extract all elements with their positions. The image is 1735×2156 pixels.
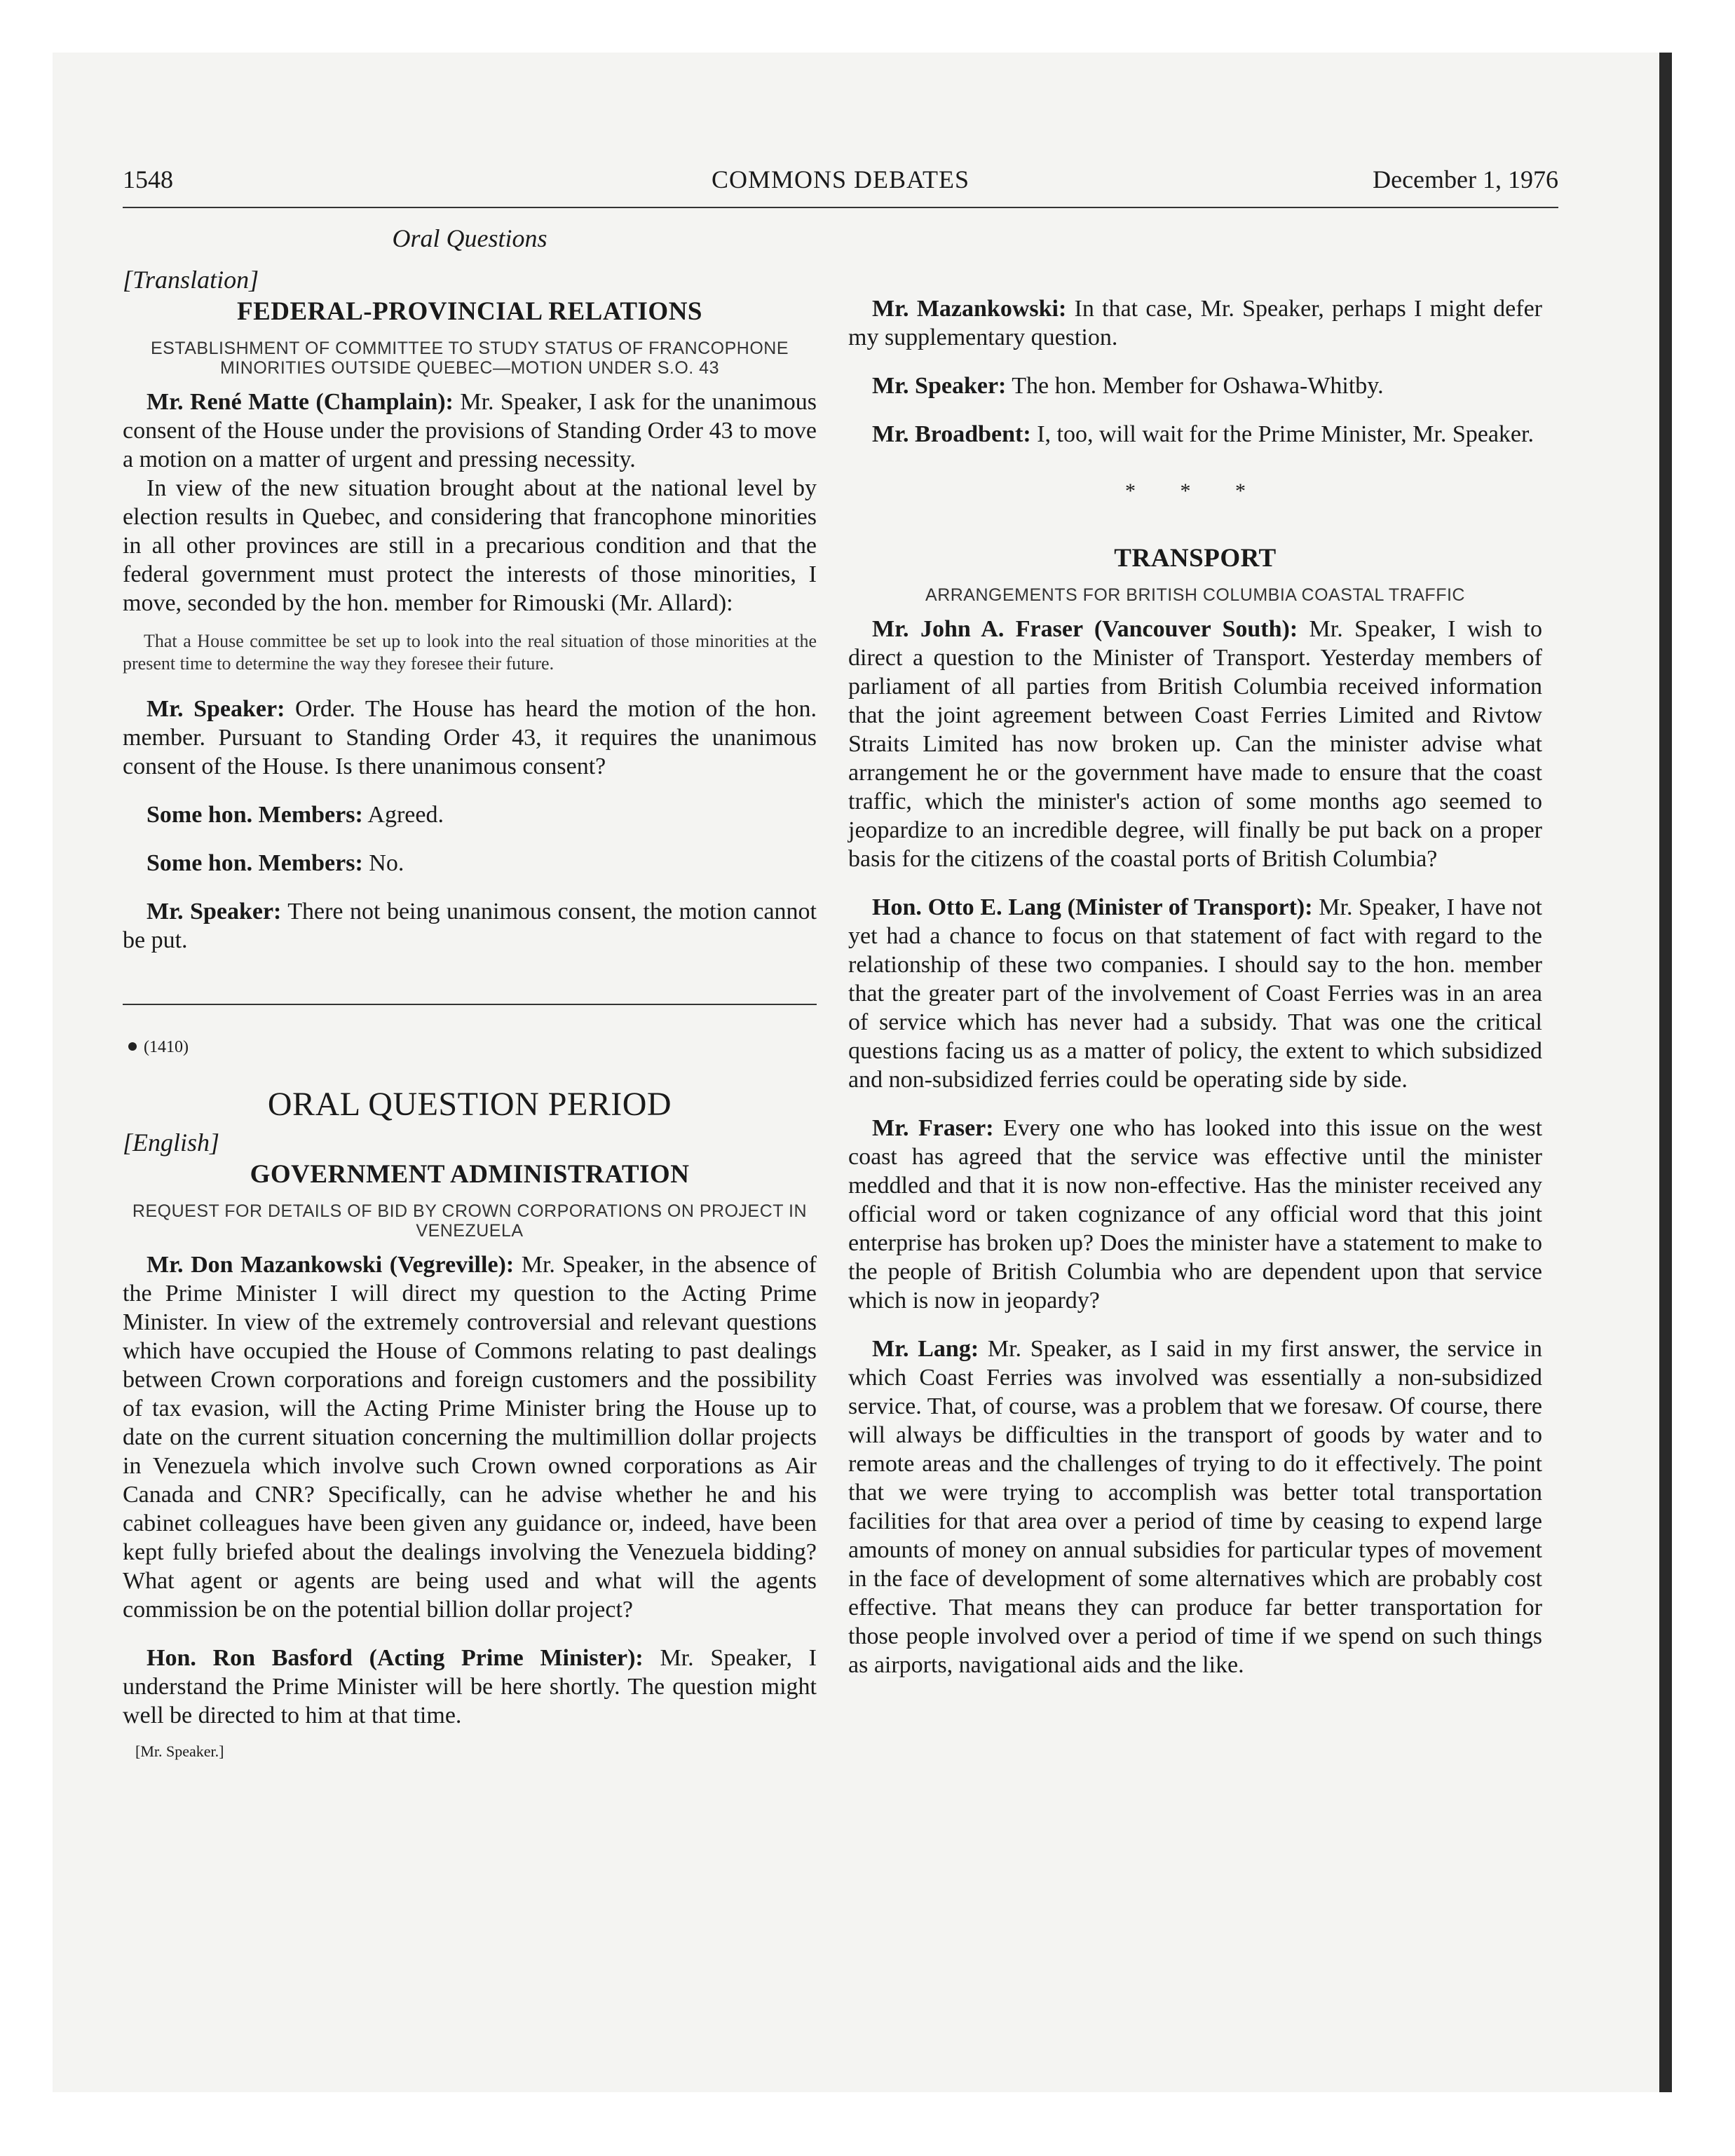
speaker-name: Mr. John A. Fraser (Vancouver South): (872, 616, 1298, 642)
speaker-name: Mr. Mazankowski: (872, 296, 1067, 322)
bullet-icon (128, 1042, 137, 1051)
speech-text: In that case, Mr. Speaker, perhaps I might defer my supplementary question. (848, 296, 1542, 350)
speech-paragraph-continued: In view of the new situation brought about at the national level by election results in Quebec, and considering that francophone minorities in all other provinces are still in a precarious condition and that the federal government must protect the interests of those minorities, I move, seconded by the hon. member for Rimouski (Mr. Allard): (123, 475, 817, 616)
section-title: FEDERAL-PROVINCIAL RELATIONS (237, 297, 702, 326)
speech-paragraph (123, 800, 817, 829)
section-subtitle: REQUEST FOR DETAILS OF BID BY CROWN CORPORATIONS ON PROJECT IN VENEZUELA (132, 1201, 808, 1241)
speaker-name: Mr. Don Mazankowski (Vegreville): (147, 1252, 515, 1278)
speaker-name: Mr. Fraser: (872, 1115, 994, 1141)
speech-paragraph (848, 615, 1542, 873)
speech-text: Mr. Speaker, I understand the Prime Minister will be here shortly. The question might well be directed to him at that time. (123, 1645, 817, 1728)
document-page (53, 53, 1672, 2092)
speech-paragraph (123, 1644, 817, 1730)
speaker-name: Mr. Broadbent: (872, 421, 1031, 447)
section-title: TRANSPORT (1114, 544, 1277, 573)
left-column (123, 224, 817, 1781)
timestamp (123, 1033, 817, 1062)
speaker-name: Mr. Speaker: (872, 373, 1007, 399)
major-heading: ORAL QUESTION PERIOD (267, 1086, 672, 1123)
right-column (848, 294, 1542, 1699)
speech-paragraph (123, 1250, 817, 1624)
page-number: 1548 (123, 165, 173, 193)
speech-text: There not being unanimous consent, the motion cannot be put. (123, 899, 817, 953)
speech-text: Mr. Speaker, I wish to direct a question to the Minister of Transport. Yesterday members of parliament of all parties from British Columbia received information that the joint agreement between Coast Ferries Limited and Rivtow Straits Limited has now broken up. Can the minister advise what arrangement he or the government have made to ensure that the coast traffic, which the minister's action of some months ago seemed to jeopardize to an incredible degree, will finally be put back on a proper basis for the citizens of the coastal ports of British Columbia? (848, 616, 1542, 872)
speech-paragraph (123, 849, 817, 878)
speech-text: Mr. Speaker, as I said in my first answer, the service in which Coast Ferries was involved was essentially a non-subsidized service. That, of course, was a problem that we foresaw. Of course, there will always be difficulties in the transport of goods by water and to remote areas and the challenges of trying to do it effectively. The point that we were trying to accomplish was better total transportation facilities for that area over a period of time by ceasing to expend large amounts of money on annual subsidies for particular types of movement in the face of development of some alternatives which are probably cost effective. That means they can produce far better transportation for those people involved over a period of time if we spend on such things as airports, navigational aids and the like. (848, 1336, 1542, 1678)
speech-paragraph (848, 1114, 1542, 1315)
speech-text: Every one who has looked into this issue on the west coast has agreed that the service was effective until the minister meddled and that it is now non-effective. Has the minister received any official word or taken cognizance of any official word that this joint enterprise has broken up? Does the minister have a statement to make to the people of British Columbia who are dependent upon that service which is now in jeopardy? (848, 1115, 1543, 1314)
section-title: GOVERNMENT ADMINISTRATION (250, 1160, 690, 1189)
translation-tag: [Translation] (123, 266, 259, 294)
speaker-name: Mr. Lang: (872, 1336, 979, 1362)
page-date: December 1, 1976 (1373, 165, 1558, 193)
section-separator-stars: * * * (1125, 479, 1265, 503)
speaker-name: Hon. Ron Basford (Acting Prime Minister): (147, 1645, 644, 1671)
speaker-name: Mr. René Matte (Champlain): (147, 389, 454, 415)
scan-edge-bar (1659, 53, 1672, 2092)
speaker-name: Mr. Speaker: (147, 899, 282, 925)
speaker-name: Hon. Otto E. Lang (Minister of Transport): (872, 894, 1313, 920)
speech-text: Mr. Speaker, I have not yet had a chance to focus on that statement of fact with regard to the relationship of these two companies. I should say to the hon. member that the greater part of the involvement of Coast Ferries was in an area of service which has never had a subsidy. That was one the critical questions facing us as a matter of policy, the extent to which subsidized and non-subsidized ferries could be operating side by side. (848, 894, 1542, 1093)
speech-text: No. (362, 850, 404, 876)
speech-paragraph (848, 1335, 1542, 1679)
speech-text: Order. The House has heard the motion of the hon. member. Pursuant to Standing Order 43, it requires the unanimous consent of the House. Is there unanimous consent? (123, 696, 817, 779)
speaker-name: Mr. Speaker: (147, 696, 285, 722)
speech-text: I, too, will wait for the Prime Minister, Mr. Speaker. (1030, 421, 1534, 447)
speech-paragraph (123, 897, 817, 955)
speech-paragraph (848, 420, 1542, 449)
speech-text: Mr. Speaker, in the absence of the Prime Minister I will direct my question to the Acting Prime Minister. In view of the extremely controversial and relevant questions which have occupied the House of Commons relating to past dealings between Crown corporations and foreign customers and the possibility of tax evasion, will the Acting Prime Minister bring the House up to date on the current situation concerning the multimillion dollar projects in Venezuela which involve such Crown owned corporations as Air Canada and CNR? Specifically, can he advise whether he and his cabinet colleagues have been given any guidance or, indeed, have been kept fully briefed about the dealings involving the Venezuela bidding? What agent or agents are being used and what will the agents commission be on the potential billion dollar project? (123, 1252, 817, 1623)
speech-paragraph (848, 893, 1542, 1094)
publication-title: COMMONS DEBATES (711, 165, 970, 193)
section-subtitle: ESTABLISHMENT OF COMMITTEE TO STUDY STATUS OF FRANCOPHONE MINORITIES OUTSIDE QUEBEC—MOTION UNDER S.O. 43 (150, 339, 789, 378)
speaker-name: Some hon. Members: (147, 850, 363, 876)
page-header (123, 165, 1558, 208)
language-tag: [English] (123, 1128, 220, 1157)
speech-paragraph (123, 388, 817, 474)
speech-paragraph (123, 695, 817, 781)
speech-text: Mr. Speaker, I ask for the unanimous consent of the House under the provisions of Standing Order 43 to move a motion on a matter of urgent and pressing necessity. (123, 389, 817, 472)
speech-text: The hon. Member for Oshawa-Whitby. (1006, 373, 1384, 399)
motion-text: That a House committee be set up to look into the real situation of those minorities at the present time to determine the way they foresee their future. (123, 631, 817, 674)
section-divider (123, 1004, 817, 1005)
continuation-note: [Mr. Speaker.] (135, 1742, 224, 1760)
speaker-name: Some hon. Members: (147, 802, 363, 828)
speech-paragraph (848, 294, 1542, 352)
speech-paragraph (848, 371, 1542, 400)
speech-text: Agreed. (362, 802, 444, 828)
timestamp-text: (1410) (144, 1038, 189, 1056)
section-subtitle: ARRANGEMENTS FOR BRITISH COLUMBIA COASTAL TRAFFIC (925, 585, 1465, 605)
running-head: Oral Questions (392, 224, 547, 252)
